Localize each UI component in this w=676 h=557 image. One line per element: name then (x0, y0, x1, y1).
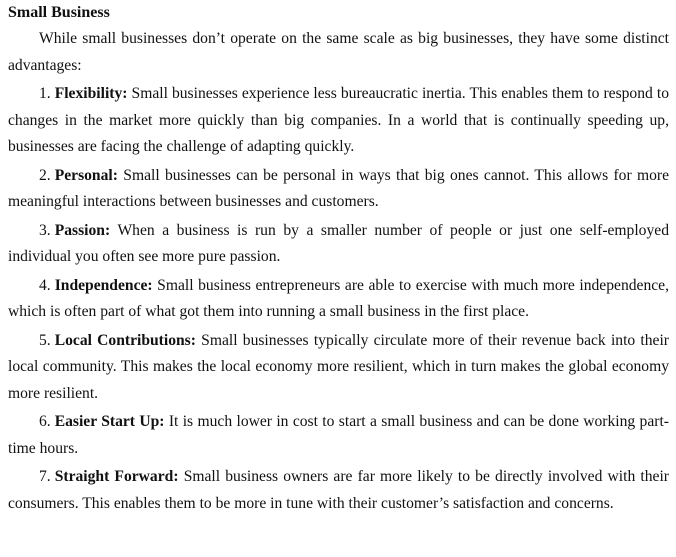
item-term: Straight Forward: (54, 468, 179, 485)
item-number: 2. (39, 166, 51, 184)
item-term: Flexibility: (54, 85, 128, 102)
item-text: Small business owners are far more likely to be directly involved with their consumers. This enables them to be more in tune with their customer’s satisfaction and concerns. (8, 468, 669, 512)
item-number: 1. (39, 85, 51, 102)
item-text: Small businesses typically circulate more of their revenue back into their local community. This makes the local economy more resilient, which in turn makes the global economy more resilient. (8, 331, 669, 402)
item-text: Small businesses experience less bureaucratic inertia. This enables them to respond to changes in the market more quickly than big companies. In a world that is continually speeding up, businesses are facing the challenge of adapting quickly. (8, 85, 669, 155)
item-text: Small business entrepreneurs are able to exercise with much more independence, which is often part of what got them into running a small business in the first place. (8, 276, 670, 320)
item-text: When a business is run by a smaller number of people or just one self-employed individual you often see more pure passion. (8, 221, 669, 265)
intro-paragraph: While small businesses don’t operate on the same scale as big businesses, they have some distinct advantages: (8, 30, 669, 74)
advantage-item-local-contributions (8, 328, 669, 408)
advantage-item-personal (8, 163, 669, 216)
advantage-item-easier-start-up (8, 409, 669, 462)
item-text: It is much lower in cost to start a small business and can be done working part-time hours. (8, 413, 669, 457)
item-term: Local Contributions: (54, 331, 196, 349)
advantage-item-independence (8, 273, 669, 326)
item-term: Personal: (54, 166, 118, 184)
item-term: Easier Start Up: (54, 413, 165, 430)
item-term: Independence: (54, 276, 153, 294)
advantage-item-straight-forward (8, 464, 669, 517)
item-term: Passion: (54, 221, 111, 239)
item-number: 5. (39, 331, 51, 349)
document-title: Small Business (8, 4, 110, 21)
item-text: Small businesses can be personal in ways that big ones cannot. This allows for more meaningful interactions between businesses and customers. (8, 166, 669, 210)
item-number: 7. (39, 468, 51, 485)
advantage-item-flexibility (8, 81, 669, 161)
item-number: 4. (39, 276, 51, 294)
advantage-item-passion (8, 218, 669, 271)
item-number: 3. (39, 221, 51, 239)
item-number: 6. (39, 413, 51, 430)
